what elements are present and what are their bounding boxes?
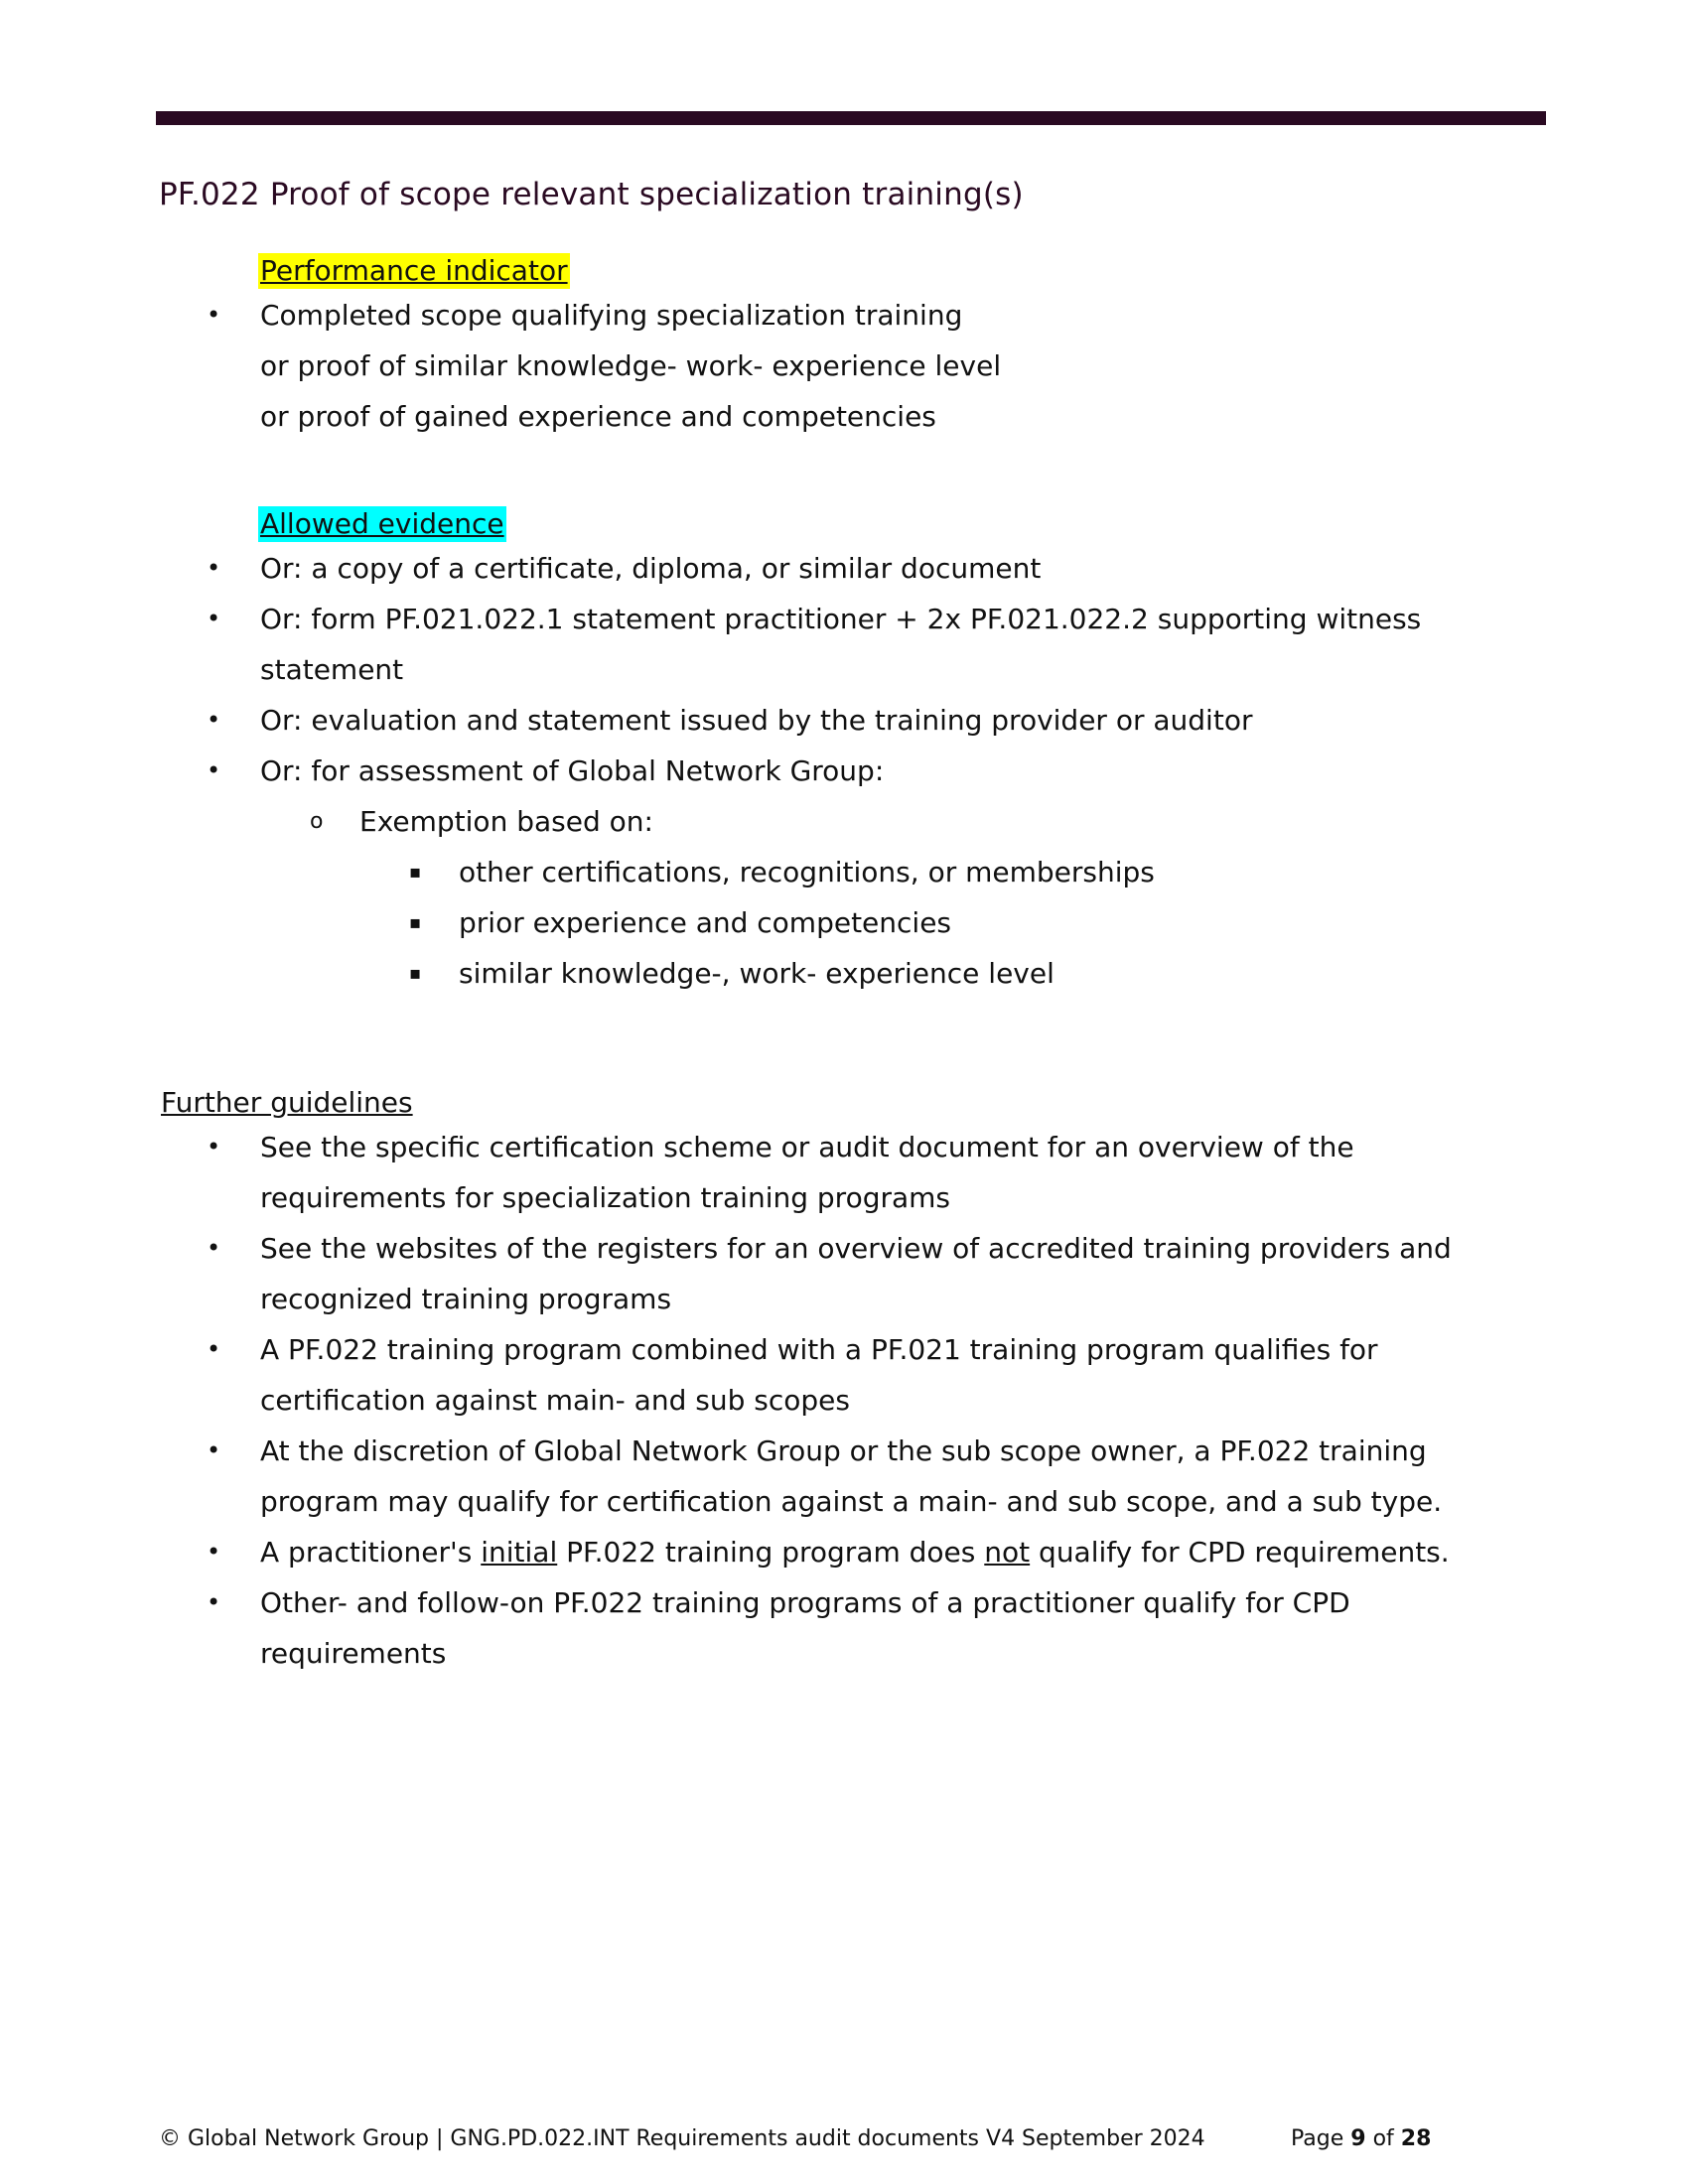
page-current: 9 — [1350, 2126, 1366, 2151]
bullet-icon: • — [207, 706, 221, 734]
sub-sub-list-item-text: other certifications, recognitions, or memberships — [459, 856, 1155, 888]
list-item-text: A PF.022 training program combined with a PF.021 training program qualifies for — [260, 1333, 1378, 1366]
list-item-continuation: certification against main- and sub scopes — [260, 1384, 850, 1417]
page-number — [1291, 2126, 1431, 2151]
list-item-continuation: program may qualify for certification against a main- and sub scope, and a sub type. — [260, 1485, 1443, 1518]
sub-list-item-text: Exemption based on: — [359, 805, 653, 838]
list-item — [159, 1577, 1452, 1628]
guidelines-list — [159, 1122, 1452, 1679]
performance-list — [159, 290, 1001, 442]
header-rule — [156, 111, 1546, 125]
page-footer — [159, 2126, 1432, 2151]
circle-bullet-icon: o — [310, 809, 324, 834]
list-item-continuation: requirements for specialization training programs — [260, 1181, 951, 1214]
list-item-text-part: qualify for CPD requirements. — [1030, 1536, 1450, 1569]
list-item — [159, 290, 1001, 341]
list-item-text-part: A practitioner's — [260, 1536, 482, 1569]
bullet-icon: • — [207, 301, 221, 329]
list-item-continuation: recognized training programs — [260, 1283, 672, 1315]
list-item — [159, 1324, 1452, 1375]
list-item — [159, 1426, 1452, 1476]
sub-sub-list-item — [159, 897, 1421, 948]
sub-sub-list-item-text: similar knowledge-, work- experience level — [459, 957, 1055, 990]
list-item-text: See the specific certification scheme or audit document for an overview of the — [260, 1131, 1354, 1163]
section-heading: PF.022 Proof of scope relevant specialization training(s) — [159, 177, 1024, 212]
bullet-icon: • — [207, 1538, 221, 1566]
bullet-icon: • — [207, 1133, 221, 1160]
footer-text: © Global Network Group | GNG.PD.022.INT Requirements audit documents V4 September 2024 — [159, 2126, 1205, 2151]
sub-sub-list-item — [159, 948, 1421, 999]
bullet-icon: • — [207, 1234, 221, 1262]
square-bullet-icon: ▪ — [409, 963, 422, 984]
list-item-continuation: statement — [260, 653, 404, 686]
list-item — [159, 695, 1421, 746]
evidence-list — [159, 543, 1421, 999]
emphasis-initial: initial — [481, 1536, 558, 1569]
list-item-text: Or: form PF.021.022.1 statement practitioner + 2x PF.021.022.2 supporting witness — [260, 603, 1422, 635]
list-item-text: Or: a copy of a certificate, diploma, or similar document — [260, 552, 1042, 585]
list-item-text: Or: for assessment of Global Network Group: — [260, 754, 885, 787]
sub-list-item — [159, 796, 1421, 847]
bullet-icon: • — [207, 1588, 221, 1616]
sub-sub-list-item-text: prior experience and competencies — [459, 906, 952, 939]
list-item-continuation: or proof of similar knowledge- work- experience level — [260, 349, 1002, 382]
list-item-text: Other- and follow-on PF.022 training programs of a practitioner qualify for CPD — [260, 1586, 1350, 1619]
list-item — [159, 543, 1421, 594]
square-bullet-icon: ▪ — [409, 912, 422, 933]
sub-sub-list-item — [159, 847, 1421, 897]
list-item-text: Or: evaluation and statement issued by the training provider or auditor — [260, 704, 1253, 737]
further-guidelines-label: Further guidelines — [161, 1086, 413, 1119]
list-item-text: Completed scope qualifying specialization training — [260, 299, 963, 332]
emphasis-not: not — [984, 1536, 1031, 1569]
list-item-continuation: or proof of gained experience and competencies — [260, 400, 936, 433]
page-prefix: Page — [1291, 2126, 1351, 2151]
list-item-text-part: PF.022 training program does — [557, 1536, 985, 1569]
allowed-evidence-label: Allowed evidence — [260, 507, 504, 540]
list-item — [159, 594, 1421, 644]
list-item — [159, 1527, 1452, 1577]
list-item — [159, 746, 1421, 796]
performance-indicator-label: Performance indicator — [260, 254, 568, 287]
bullet-icon: • — [207, 554, 221, 582]
page-total: 28 — [1400, 2126, 1432, 2151]
square-bullet-icon: ▪ — [409, 862, 422, 883]
bullet-icon: • — [207, 1335, 221, 1363]
list-item-text: See the websites of the registers for an overview of accredited training providers and — [260, 1232, 1452, 1265]
bullet-icon: • — [207, 756, 221, 784]
list-item-text: At the discretion of Global Network Group or the sub scope owner, a PF.022 training — [260, 1434, 1427, 1467]
bullet-icon: • — [207, 1436, 221, 1464]
list-item — [159, 1122, 1452, 1172]
page-mid: of — [1365, 2126, 1401, 2151]
list-item-continuation: requirements — [260, 1637, 447, 1670]
bullet-icon: • — [207, 605, 221, 632]
list-item — [159, 1223, 1452, 1274]
